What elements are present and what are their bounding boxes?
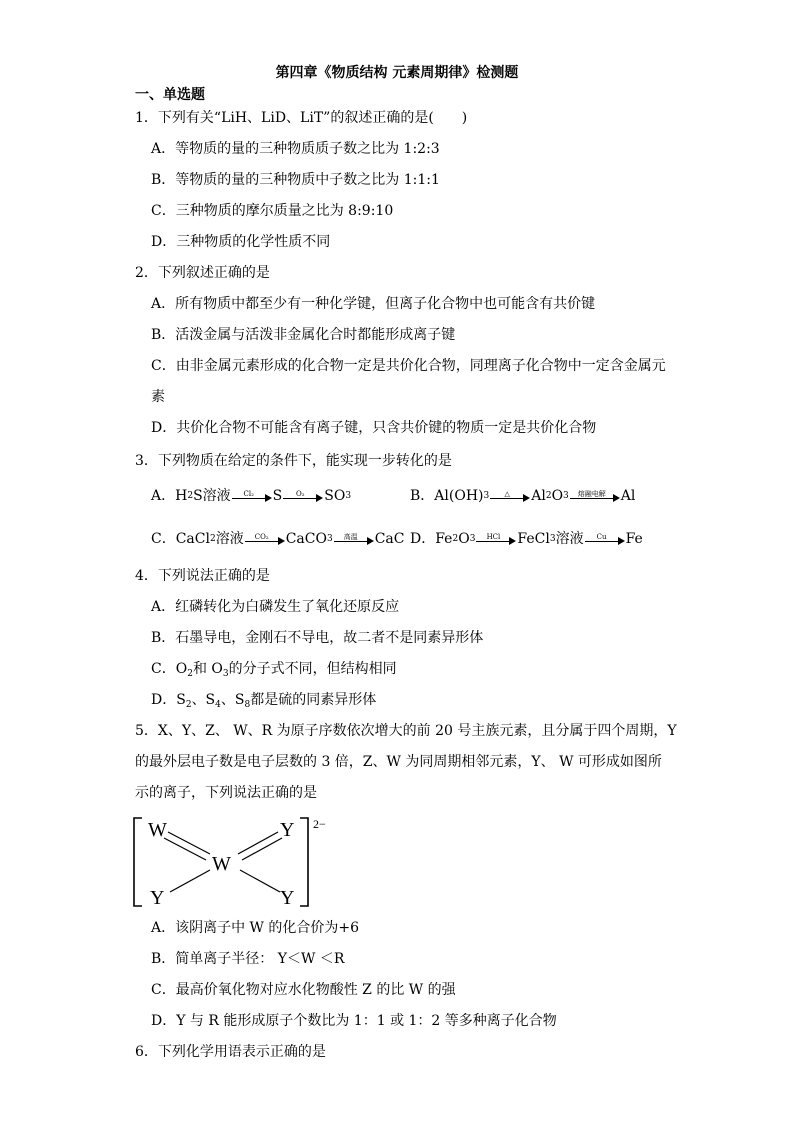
question-4-option-b: B．石墨导电，金刚石不导电，故二者不是同素异形体 <box>151 630 484 646</box>
question-1-option-b: B．等物质的量的三种物质中子数之比为 1:1:1 <box>151 172 440 188</box>
single-bond-line <box>170 870 210 892</box>
reaction-arrow: 高温 <box>334 533 374 545</box>
reaction-arrow: 熔融电解 <box>570 490 620 502</box>
ion-structure-diagram <box>128 812 338 912</box>
reaction-arrow: △ <box>490 490 530 502</box>
atom-top-right: Y <box>280 819 295 841</box>
reaction-arrow: O₂ <box>283 490 323 502</box>
question-3-option-b: B． Al(OH) 3 △ Al 2 O 3 熔融电解 Al <box>410 488 636 504</box>
question-2-option-c-cont: 素 <box>151 389 165 405</box>
single-bond-line <box>240 870 280 892</box>
question-2-option-d: D．共价化合物不可能含有离子键，只含共价键的物质一定是共价化合物 <box>151 420 597 436</box>
question-5-option-b: B．简单离子半径： Y＜W ＜R <box>151 951 345 967</box>
question-5-option-d: D．Y 与 R 能形成原子个数比为 1：1 或 1：2 等多种离子化合物 <box>151 1013 557 1029</box>
ion-charge: 2− <box>313 817 326 831</box>
atom-top-left: W <box>148 819 167 841</box>
question-1-option-c: C．三种物质的摩尔质量之比为 8:9:10 <box>151 203 394 219</box>
question-4-option-a: A．红磷转化为白磷发生了氧化还原反应 <box>151 599 400 615</box>
question-6-stem: 6．下列化学用语表示正确的是 <box>135 1044 326 1060</box>
question-2-option-c: C．由非金属元素形成的化合物一定是共价化合物，同理离子化合物中一定含金属元 <box>151 358 666 374</box>
question-3-stem: 3．下列物质在给定的条件下，能实现一步转化的是 <box>135 453 452 469</box>
question-4-stem: 4．下列说法正确的是 <box>135 568 270 584</box>
question-5-stem-line1: 5．X、Y、Z、 W、R 为原子序数依次增大的前 20 号主族元素，且分属于四个周期，Y <box>135 723 677 739</box>
reaction-arrow: Cl₂ <box>232 490 272 502</box>
question-1-stem: 1．下列有关“LiH、LiD、LiT”的叙述正确的是( ) <box>135 110 468 126</box>
reaction-arrow: CO₂ <box>245 533 285 545</box>
question-1-option-a: A．等物质的量的三种物质质子数之比为 1:2:3 <box>151 141 440 157</box>
question-2-option-a: A．所有物质中都至少有一种化学键，但离子化合物中也可能含有共价键 <box>151 296 596 312</box>
atom-bottom-left: Y <box>150 887 165 909</box>
atom-center: W <box>212 853 231 875</box>
section-heading: 一、单选题 <box>135 87 205 103</box>
question-5-option-a: A．该阴离子中 W 的化合价为+6 <box>151 920 360 936</box>
reaction-arrow: HCl <box>476 533 516 545</box>
question-5-option-c: C．最高价氧化物对应水化物酸性 Z 的比 W 的强 <box>151 982 456 998</box>
question-3-option-a: A． H 2 S溶液 Cl₂ S O₂ SO 3 <box>151 488 352 504</box>
question-4-option-d: D．$S_2$、$S_4$、$S_8$都是硫的同素异形体 <box>151 692 377 710</box>
document-title: 第四章《物质结构 元素周期律》检测题 <box>275 65 519 81</box>
question-2-stem: 2．下列叙述正确的是 <box>135 265 270 281</box>
reaction-arrow: Cu <box>585 533 625 545</box>
atom-bottom-right: Y <box>280 887 295 909</box>
question-3-option-c: C． CaCl 2 溶液 CO₂ CaCO 3 高温 CaC <box>151 531 405 547</box>
left-bracket <box>134 818 142 906</box>
question-4-option-c: C．$O_2$和 $O_3$的分子式不同，但结构相同 <box>151 661 397 679</box>
question-1-option-d: D．三种物质的化学性质不同 <box>151 234 331 250</box>
question-5-stem-line3: 示的离子，下列说法正确的是 <box>135 785 317 801</box>
question-5-stem-line2: 的最外层电子数是电子层数的 3 倍，Z、W 为同周期相邻元素，Y、 W 可形成如图所 <box>135 754 662 770</box>
right-bracket <box>300 818 308 906</box>
question-2-option-b: B．活泼金属与活泼非金属化合时都能形成离子键 <box>151 327 456 343</box>
question-3-option-d: D． Fe 2 O 3 HCl FeCl 3 溶液 Cu Fe <box>410 531 643 547</box>
